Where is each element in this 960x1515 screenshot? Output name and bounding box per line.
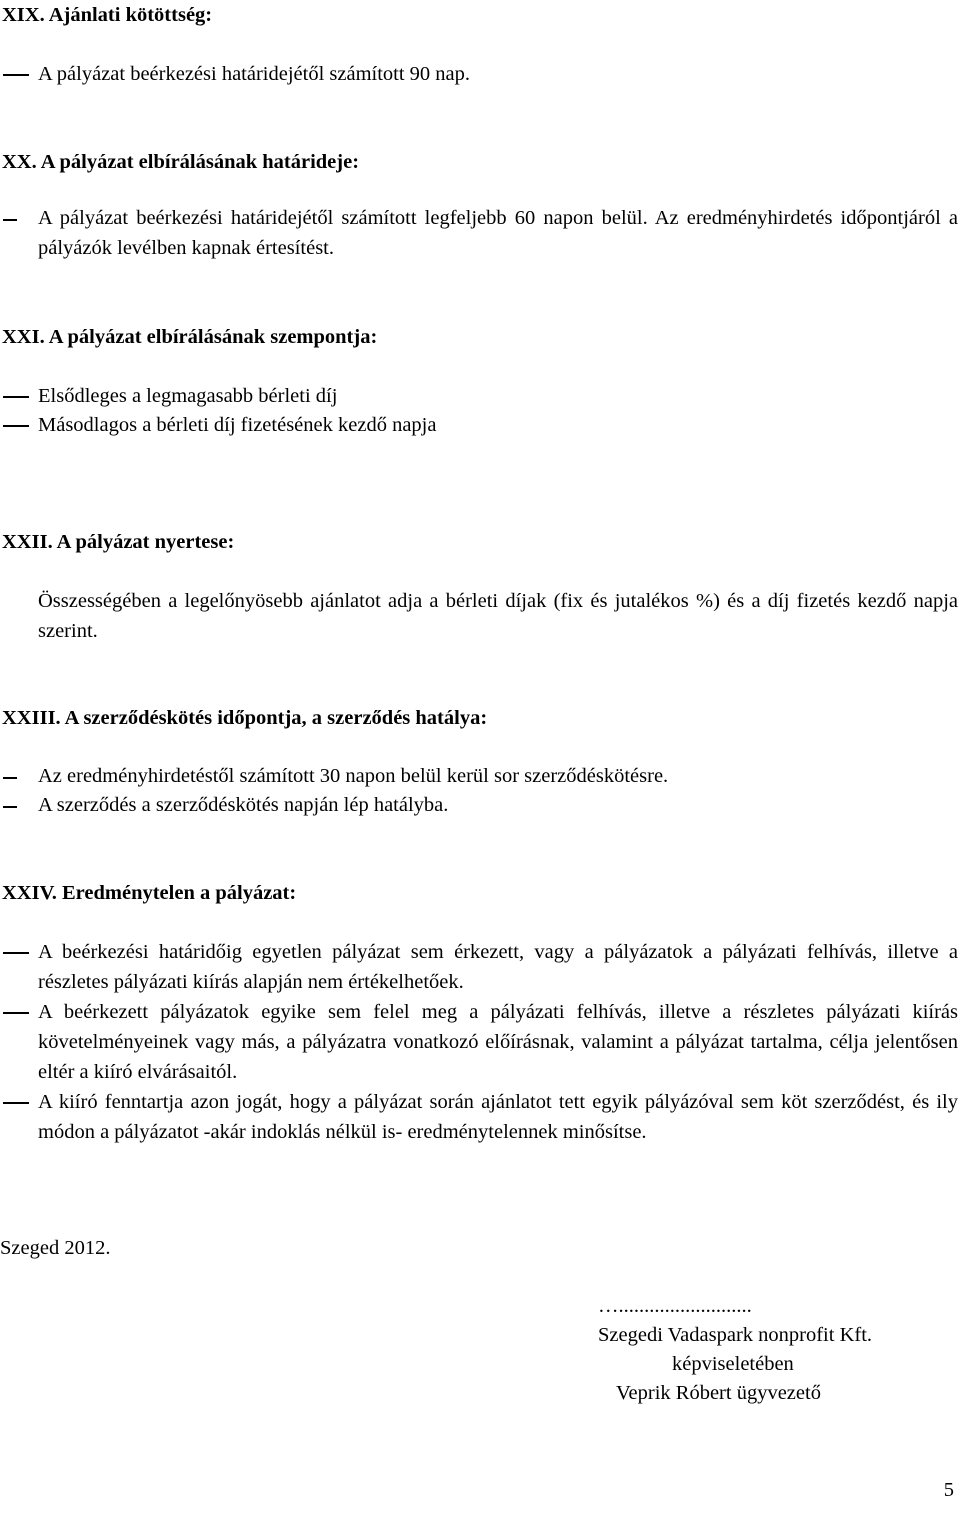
list-item: A kiíró fenntartja azon jogát, hogy a pályázat során ajánlatot tett egyik pályázóval sem köt szerződést, és ily módon a pályázatot -akár indoklás nélkül is- eredménytelennek minősítse. xyxy=(0,1087,958,1147)
section-heading-xxi: XXI. A pályázat elbírálásának szempontja: xyxy=(2,326,378,348)
list-item: Másodlagos a bérleti díj fizetésének kezdő napja xyxy=(0,410,958,440)
dash-bullet xyxy=(3,1012,29,1014)
signature-role: képviseletében xyxy=(672,1353,794,1375)
list-item: Az eredményhirdetéstől számított 30 napon belül kerül sor szerződéskötésre. xyxy=(0,761,958,791)
dash-bullet xyxy=(3,806,17,808)
section-paragraph: Összességében a legelőnyösebb ajánlatot adja a bérleti díjak (fix és jutalékos %) és a díj fizetés kezdő napja szerint. xyxy=(38,590,958,642)
list-item: A pályázat beérkezési határidejétől számított 90 nap. xyxy=(0,59,958,89)
section-heading-xx: XX. A pályázat elbírálásának határideje: xyxy=(2,151,360,173)
page-number: 5 xyxy=(943,1479,954,1501)
section-heading-xix: XIX. Ajánlati kötöttség: xyxy=(2,4,213,26)
list-item: Elsődleges a legmagasabb bérleti díj xyxy=(0,381,958,411)
list-item: A beérkezési határidőig egyetlen pályázat sem érkezett, vagy a pályázatok a pályázati felhívás, illetve a részletes pályázati kiírás alapján nem értékelhetőek. xyxy=(0,937,958,997)
list-item: A beérkezett pályázatok egyike sem felel meg a pályázati felhívás, illetve a részletes pályázati kiírás követelményeinek vagy más, a pályázatra vonatkozó előírásnak, valamint a pályázat tartalma, célja jelentősen eltér a kiíró elvárásaitól. xyxy=(0,997,958,1087)
dash-bullet xyxy=(3,425,29,427)
section-heading-xxiv: XXIV. Eredménytelen a pályázat: xyxy=(2,882,297,904)
dash-bullet xyxy=(3,952,29,954)
dash-bullet xyxy=(3,777,17,779)
section-heading-xxii: XXII. A pályázat nyertese: xyxy=(2,531,235,553)
place-date: Szeged 2012. xyxy=(0,1237,111,1259)
signature-org: Szegedi Vadaspark nonprofit Kft. xyxy=(598,1324,873,1346)
dash-bullet xyxy=(3,74,29,76)
section-heading-xxiii: XXIII. A szerződéskötés időpontja, a szerződés hatálya: xyxy=(2,707,488,729)
signature-dots: ….......................... xyxy=(598,1295,752,1317)
list-item: A szerződés a szerződéskötés napján lép hatályba. xyxy=(0,790,958,820)
list-item: A pályázat beérkezési határidejétől számított legfeljebb 60 napon belül. Az eredményhirdetés időpontjáról a pályázók levélben kapnak értesítést. xyxy=(0,203,958,263)
signature-name: Veprik Róbert ügyvezető xyxy=(616,1382,821,1404)
dash-bullet xyxy=(3,219,17,221)
dash-bullet xyxy=(3,1102,29,1104)
dash-bullet xyxy=(3,396,29,398)
